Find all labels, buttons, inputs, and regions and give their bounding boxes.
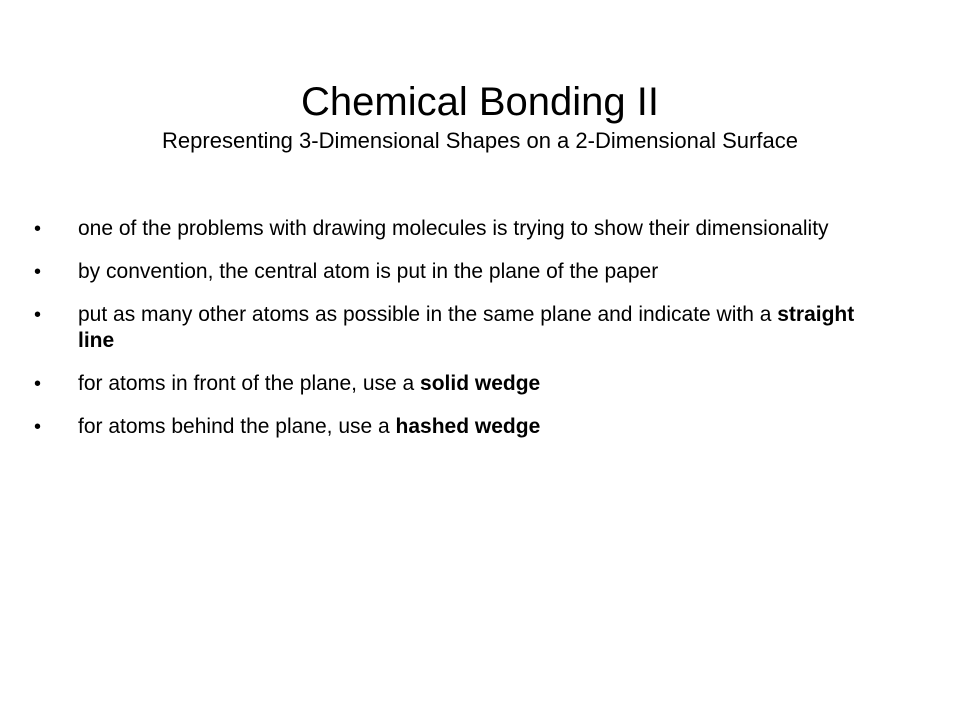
bullet-list — [34, 216, 896, 457]
bullet-text: by convention, the central atom is put in the plane of the paper — [78, 260, 659, 283]
bullet-item — [34, 259, 896, 285]
bullet-item — [34, 216, 896, 242]
bullet-text: put as many other atoms as possible in the same plane and indicate with a — [78, 303, 778, 326]
bullet-item — [34, 302, 896, 354]
bullet-emphasis: hashed wedge — [395, 415, 541, 438]
bullet-emphasis: straight line — [78, 303, 855, 352]
slide-title: Chemical Bonding II — [301, 80, 659, 124]
bullet-text: for atoms in front of the plane, use a — [78, 372, 421, 395]
bullet-icon: • — [34, 218, 42, 240]
bullet-item — [34, 414, 896, 440]
bullet-item — [34, 371, 896, 397]
bullet-icon: • — [34, 373, 42, 395]
bullet-icon: • — [34, 416, 42, 438]
bullet-emphasis: solid wedge — [420, 372, 541, 395]
bullet-icon: • — [34, 261, 42, 283]
bullet-text: one of the problems with drawing molecules is trying to show their dimensionality — [78, 217, 829, 240]
slide-subtitle: Representing 3-Dimensional Shapes on a 2-Dimensional Surface — [162, 128, 798, 153]
title-block — [0, 78, 960, 155]
bullet-icon: • — [34, 304, 42, 326]
bullet-text: for atoms behind the plane, use a — [78, 415, 396, 438]
